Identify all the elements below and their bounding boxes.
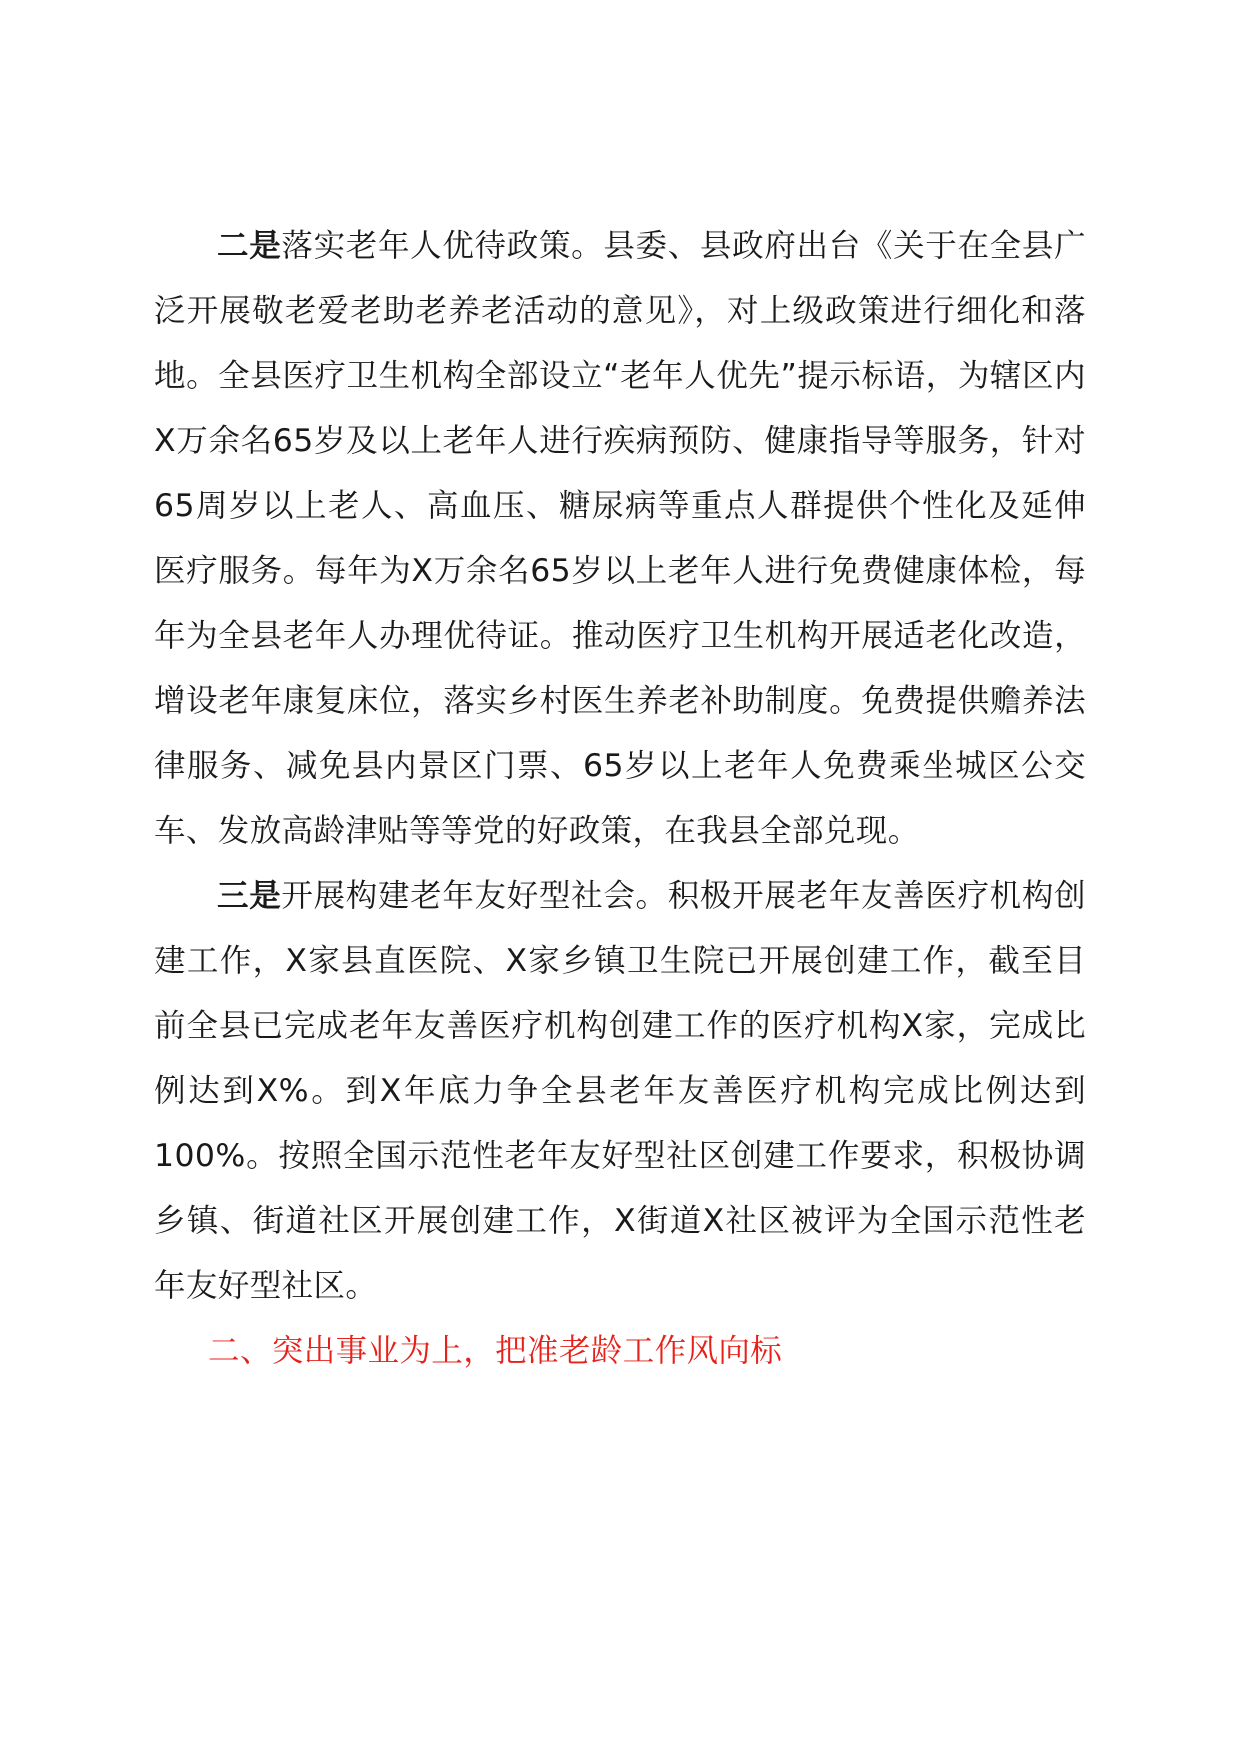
paragraph-lead: 三是 [217,878,282,914]
paragraph-policy [154,214,1086,864]
paragraph-text: 开展构建老年友好型社会。积极开展老年友善医疗机构创建工作，X家县直医院、X家乡镇卫生院已开展创建工作，截至目前全县已完成老年友善医疗机构创建工作的医疗机构X家，完成比例达到X%。到X年底力争全县老年友善医疗机构完成比例达到100%。按照全国示范性老年友好型社区创建工作要求，积极协调乡镇、街道社区开展创建工作，X街道X社区被评为全国示范性老年友好型社区。 [154,878,1086,1304]
section-heading: 二、突出事业为上，把准老龄工作风向标 [208,1333,783,1369]
paragraph-lead: 二是 [217,228,282,264]
paragraph-friendly-society [154,864,1086,1319]
document-body [154,214,1086,1384]
paragraph-text: 落实老年人优待政策。县委、县政府出台《关于在全县广泛开展敬老爱老助老养老活动的意见》，对上级政策进行细化和落地。全县医疗卫生机构全部设立“老年人优先”提示标语，为辖区内X万余名65岁及以上老年人进行疾病预防、健康指导等服务，针对65周岁以上老人、高血压、糖尿病等重点人群提供个性化及延伸医疗服务。每年为X万余名65岁以上老年人进行免费健康体检，每年为全县老年人办理优待证。推动医疗卫生机构开展适老化改造，增设老年康复床位，落实乡村医生养老补助制度。免费提供赡养法律服务、减免县内景区门票、65岁以上老年人免费乘坐城区公交车、发放高龄津贴等等党的好政策，在我县全部兑现。 [154,228,1086,849]
